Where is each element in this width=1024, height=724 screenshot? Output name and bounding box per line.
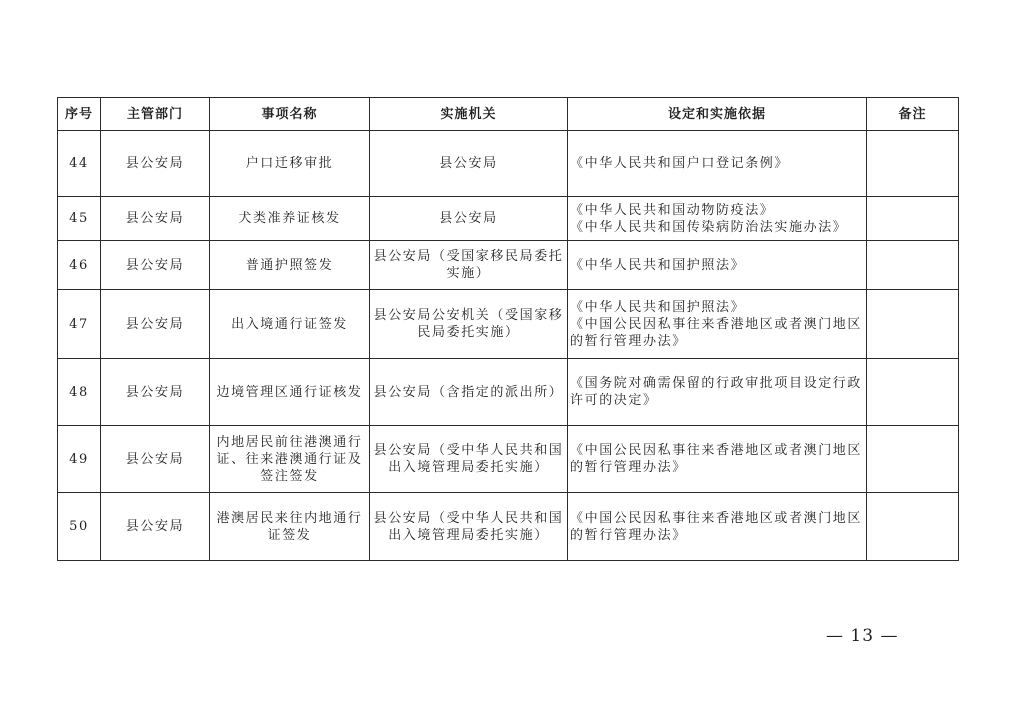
legal-basis-line: 《中华人民共和国户口登记条例》 [570,156,790,171]
legal-basis-cell [568,426,867,493]
table-row [58,493,959,561]
table-row [58,197,959,241]
legal-basis-cell [568,241,867,290]
legal-basis-line: 《中华人民共和国护照法》 [570,299,746,315]
department-cell: 县公安局 [101,197,210,241]
row-number: 47 [58,290,101,359]
department-cell: 县公安局 [101,241,210,290]
table-header-row [58,98,959,131]
item-name-cell: 港澳居民来往内地通行证签发 [210,493,370,561]
remark-cell [867,131,959,197]
legal-basis-cell [568,197,867,241]
header-agency: 实施机关 [370,98,568,131]
page-number: — 13 — [826,626,899,646]
legal-basis-line: 《国务院对确需保留的行政审批项目设定行政许可的决定》 [570,376,863,408]
table-row [58,131,959,197]
table-row [58,426,959,493]
item-name-cell: 出入境通行证签发 [210,290,370,359]
department-cell: 县公安局 [101,290,210,359]
remark-cell [867,290,959,359]
legal-basis-cell [568,290,867,359]
legal-basis-cell [568,493,867,561]
item-name-cell: 普通护照签发 [210,241,370,290]
legal-basis-line: 《中国公民因私事往来香港地区或者澳门地区的暂行管理办法》 [570,443,863,475]
agency-cell: 县公安局（受中华人民共和国出入境管理局委托实施） [370,493,568,561]
agency-cell: 县公安局公安机关（受国家移民局委托实施） [370,290,568,359]
table-row [58,359,959,426]
agency-cell: 县公安局（含指定的派出所） [370,359,568,426]
legal-basis-line: 《中华人民共和国动物防疫法》 [570,202,775,218]
remark-cell [867,493,959,561]
row-number: 44 [58,131,101,197]
header-item-name: 事项名称 [210,98,370,131]
department-cell: 县公安局 [101,426,210,493]
row-number: 48 [58,359,101,426]
agency-cell: 县公安局 [370,197,568,241]
row-number: 49 [58,426,101,493]
agency-cell: 县公安局（受中华人民共和国出入境管理局委托实施） [370,426,568,493]
header-remark: 备注 [867,98,959,131]
row-number: 46 [58,241,101,290]
legal-basis-cell [568,131,867,197]
row-number: 50 [58,493,101,561]
department-cell: 县公安局 [101,493,210,561]
approval-items-table [57,97,959,561]
header-serial-number: 序号 [58,98,101,131]
item-name-cell: 内地居民前往港澳通行证、往来港澳通行证及签注签发 [210,426,370,493]
remark-cell [867,359,959,426]
remark-cell [867,426,959,493]
legal-basis-line: 《中华人民共和国护照法》 [570,257,746,273]
legal-basis-cell [568,359,867,426]
table-row [58,290,959,359]
agency-cell: 县公安局 [370,131,568,197]
department-cell: 县公安局 [101,359,210,426]
table-row [58,241,959,290]
department-cell: 县公安局 [101,131,210,197]
item-name-cell: 犬类准养证核发 [210,197,370,241]
header-legal-basis: 设定和实施依据 [568,98,867,131]
remark-cell [867,241,959,290]
item-name-cell: 户口迁移审批 [210,131,370,197]
legal-basis-line: 《中华人民共和国传染病防治法实施办法》 [570,219,848,235]
legal-basis-line: 《中国公民因私事往来香港地区或者澳门地区的暂行管理办法》 [570,316,863,349]
header-department: 主管部门 [101,98,210,131]
agency-cell: 县公安局（受国家移民局委托实施） [370,241,568,290]
row-number: 45 [58,197,101,241]
item-name-cell: 边境管理区通行证核发 [210,359,370,426]
remark-cell [867,197,959,241]
legal-basis-line: 《中国公民因私事往来香港地区或者澳门地区的暂行管理办法》 [570,510,863,543]
